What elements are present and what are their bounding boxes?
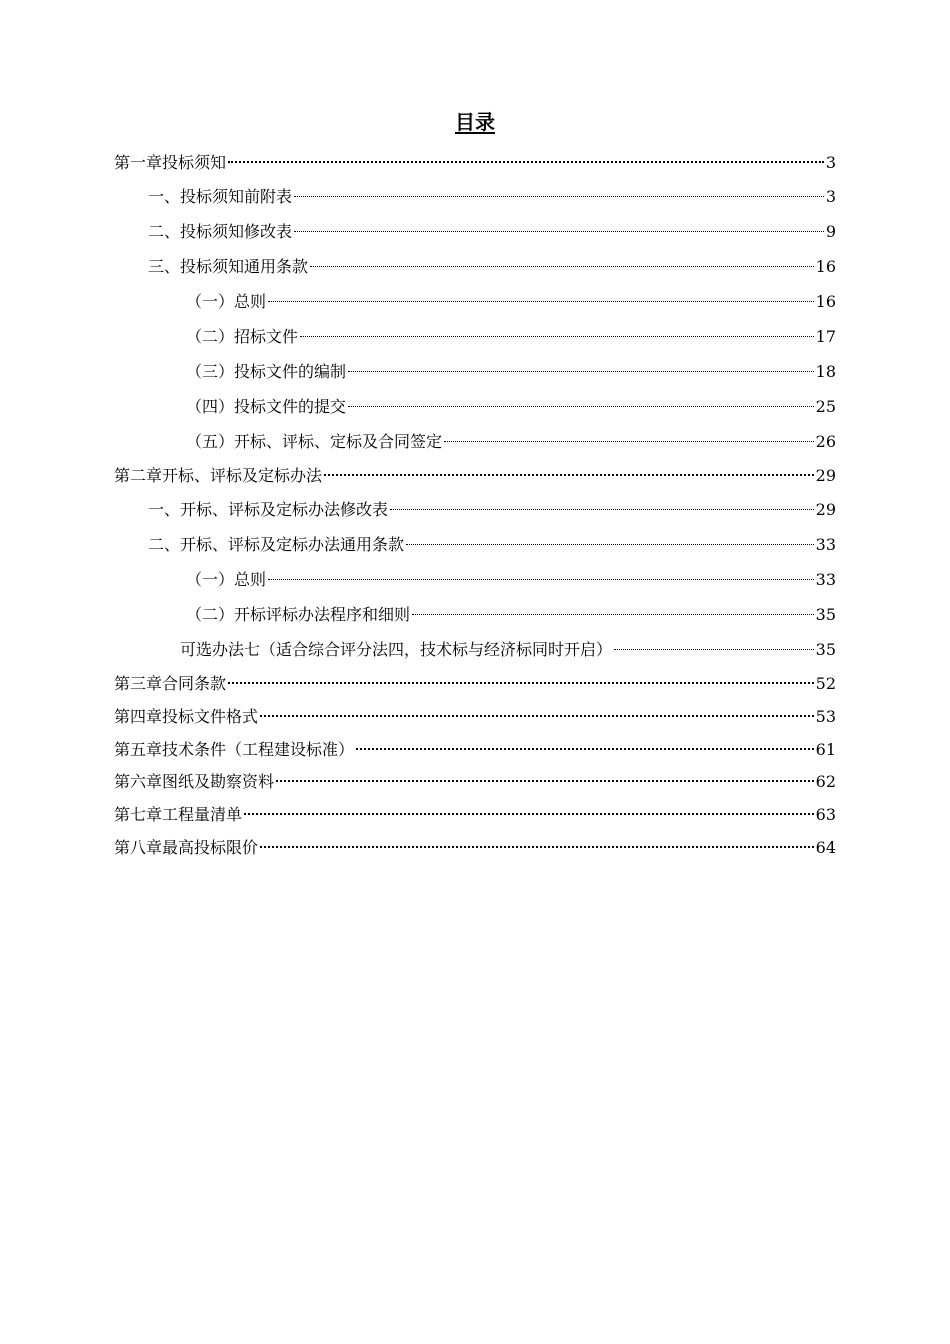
toc-entry-section[interactable] — [148, 493, 836, 519]
toc-entry-label: 第七章工程量清单 — [114, 805, 243, 824]
dot-leader — [276, 765, 814, 787]
toc-entry-section[interactable] — [148, 528, 836, 554]
toc-entry-page: 25 — [815, 397, 836, 416]
toc-entry-label: 一、开标、评标及定标办法修改表 — [148, 500, 389, 519]
toc-entry-page: 61 — [815, 740, 836, 759]
toc-entry-label: （四）投标文件的提交 — [186, 397, 347, 416]
toc-entry-chapter-2[interactable] — [114, 459, 836, 485]
toc-entry-page: 64 — [815, 838, 836, 857]
toc-entry-page: 33 — [815, 570, 836, 589]
toc-entry-subsection[interactable] — [186, 598, 836, 624]
dot-leader — [310, 250, 814, 272]
toc-entry-subsection[interactable] — [186, 355, 836, 381]
toc-entry-label: 三、投标须知通用条款 — [148, 257, 309, 276]
toc-entry-page: 63 — [815, 805, 836, 824]
toc-entry-label: 可选办法七（适合综合评分法四，技术标与经济标同时开启） — [180, 640, 613, 659]
dot-leader — [294, 215, 824, 237]
dot-leader — [444, 425, 814, 447]
toc-entry-page: 29 — [815, 466, 836, 485]
toc-entry-label: 第五章技术条件（工程建设标准） — [114, 740, 355, 759]
dot-leader — [260, 831, 814, 853]
dot-leader — [228, 667, 814, 689]
toc-entry-page: 16 — [815, 257, 836, 276]
toc-entry-section[interactable] — [148, 215, 836, 241]
toc-entry-chapter-5[interactable] — [114, 733, 836, 759]
toc-entry-chapter-4[interactable] — [114, 700, 836, 726]
toc-entry-label: 第四章投标文件格式 — [114, 707, 259, 726]
toc-entry-chapter-8[interactable] — [114, 831, 836, 857]
toc-entry-page: 52 — [815, 674, 836, 693]
dot-leader — [348, 355, 814, 377]
dot-leader — [390, 493, 814, 515]
dot-leader — [300, 320, 814, 342]
toc-entry-label: 第一章投标须知 — [114, 153, 227, 172]
toc-entry-option[interactable] — [180, 633, 836, 659]
toc-entry-section[interactable] — [148, 250, 836, 276]
toc-entry-chapter-6[interactable] — [114, 765, 836, 791]
toc-title: 目录 — [455, 110, 495, 134]
toc-entry-subsection[interactable] — [186, 320, 836, 346]
toc-entry-page: 35 — [815, 605, 836, 624]
dot-leader — [614, 633, 814, 655]
toc-entry-page: 33 — [815, 535, 836, 554]
toc-entry-chapter-7[interactable] — [114, 798, 836, 824]
toc-entry-page: 62 — [815, 772, 836, 791]
toc-entry-subsection[interactable] — [186, 390, 836, 416]
dot-leader — [244, 798, 814, 820]
toc-entry-page: 35 — [815, 640, 836, 659]
toc-entry-page: 16 — [815, 292, 836, 311]
toc-entry-label: 二、投标须知修改表 — [148, 222, 293, 241]
toc-entry-label: （二）开标评标办法程序和细则 — [186, 605, 411, 624]
toc-entry-label: 一、投标须知前附表 — [148, 187, 293, 206]
toc-entry-page: 17 — [815, 327, 836, 346]
dot-leader — [356, 733, 814, 755]
dot-leader — [324, 459, 814, 481]
toc-entry-label: （三）投标文件的编制 — [186, 362, 347, 381]
dot-leader — [348, 390, 814, 412]
toc-entry-label: （五）开标、评标、定标及合同签定 — [186, 432, 443, 451]
toc-entry-label: 第八章最高投标限价 — [114, 838, 259, 857]
dot-leader — [268, 285, 814, 307]
toc-entry-subsection[interactable] — [186, 285, 836, 311]
dot-leader — [294, 180, 824, 202]
toc-entry-page: 29 — [815, 500, 836, 519]
toc-entry-subsection[interactable] — [186, 563, 836, 589]
toc-entry-subsection[interactable] — [186, 425, 836, 451]
toc-entry-page: 53 — [815, 707, 836, 726]
toc-entry-page: 3 — [825, 187, 836, 206]
toc-entry-label: 二、开标、评标及定标办法通用条款 — [148, 535, 405, 554]
dot-leader — [412, 598, 814, 620]
toc-entry-page: 26 — [815, 432, 836, 451]
toc-entry-label: （二）招标文件 — [186, 327, 299, 346]
toc-entry-label: （一）总则 — [186, 570, 267, 589]
dot-leader — [260, 700, 814, 722]
toc-entry-chapter-1[interactable] — [114, 146, 836, 172]
toc-entry-label: 第二章开标、评标及定标办法 — [114, 466, 323, 485]
dot-leader — [406, 528, 814, 550]
toc-entry-page: 3 — [825, 153, 836, 172]
dot-leader — [228, 146, 824, 168]
toc-entry-page: 9 — [825, 222, 836, 241]
toc-entry-label: 第三章合同条款 — [114, 674, 227, 693]
toc-entry-section[interactable] — [148, 180, 836, 206]
toc-entry-label: （一）总则 — [186, 292, 267, 311]
toc-entry-label: 第六章图纸及勘察资料 — [114, 772, 275, 791]
toc-entry-page: 18 — [815, 362, 836, 381]
dot-leader — [268, 563, 814, 585]
toc-entry-chapter-3[interactable] — [114, 667, 836, 693]
